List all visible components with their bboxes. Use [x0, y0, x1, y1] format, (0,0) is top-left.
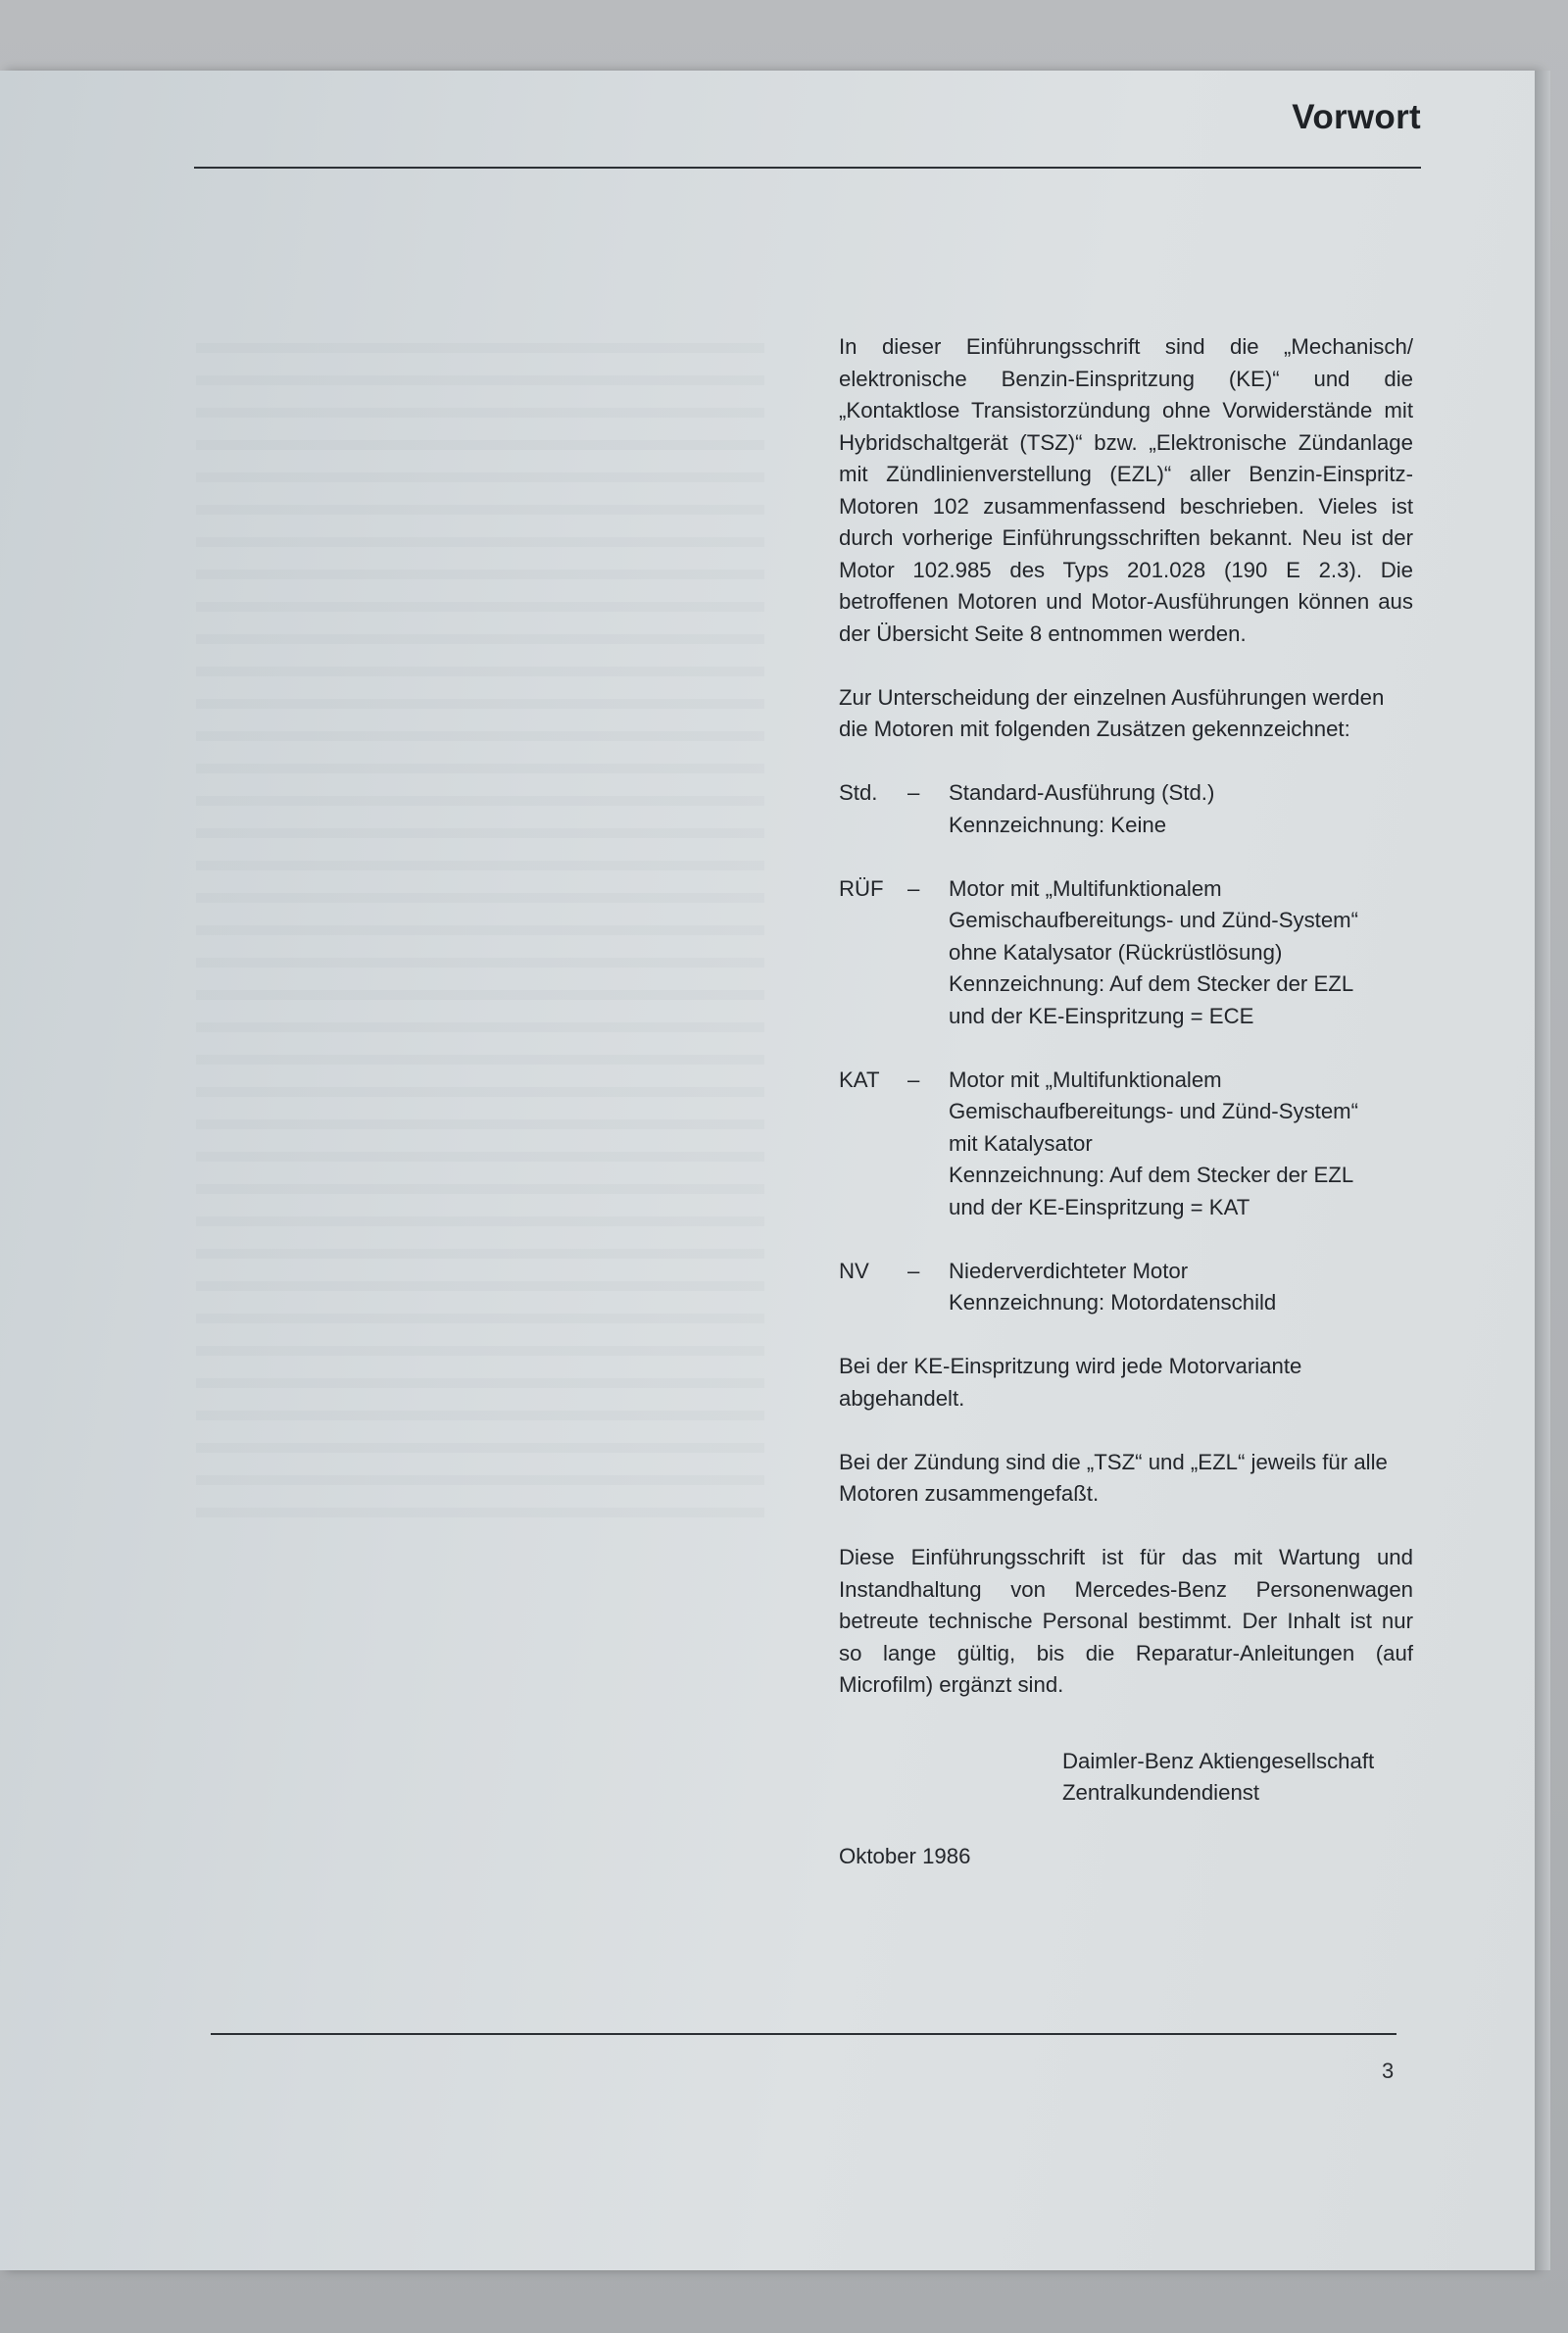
- document-date: Oktober 1986: [839, 1844, 971, 1868]
- variant-line: Gemischaufbereitungs- und Zünd-System“: [949, 908, 1359, 932]
- ke-note-paragraph: Bei der KE-Einspritzung wird jede Motorvariante abgehandelt.: [839, 1354, 1302, 1411]
- intro-paragraph: In dieser Einführungsschrift sind die „Mechanisch/ elektronische Benzin-Einspritzung (KE)“ und die „Kontaktlose Transistorzündung ohne Vorwiderstände mit Hybridschaltgerät (TSZ)“ bzw. „Elektronische Zündanlage mit Zündlinienverstellung (EZL)“ aller Benzin-Einspritz-Motoren 102 zusammenfassend beschrieben. Vieles ist durch vorherige Einführungsschriften bekannt. Neu ist der Motor 102.985 des Typs 201.028 (190 E 2.3). Die betroffenen Motoren und Motor-Ausführungen können aus der Übersicht Seite 8 entnommen werden.: [839, 334, 1413, 646]
- signature-company: Daimler-Benz Aktiengesellschaft: [1062, 1748, 1375, 1773]
- variant-nv: [839, 1256, 1413, 1319]
- variant-ruef: [839, 873, 1413, 1033]
- page-title: Vorwort: [1292, 98, 1421, 136]
- variant-line: Motor mit „Multifunktionalem: [949, 1067, 1222, 1092]
- header-rule: [194, 167, 1421, 169]
- variant-kat: [839, 1065, 1413, 1224]
- variant-line: Kennzeichnung: Auf dem Stecker der EZL: [949, 971, 1354, 996]
- variant-description: [949, 777, 1413, 841]
- variant-code: Std.: [839, 780, 878, 805]
- page-edge: [1535, 71, 1550, 2270]
- variant-line: Motor mit „Multifunktionalem: [949, 875, 1222, 901]
- variant-description: [949, 873, 1413, 1033]
- variant-code: KAT: [839, 1067, 880, 1092]
- variant-dash: –: [907, 1067, 920, 1092]
- variant-dash: –: [907, 875, 920, 901]
- main-text-column: [839, 331, 1413, 1873]
- variant-line: Kennzeichnung: Motordatenschild: [949, 1290, 1277, 1315]
- signature-block: [839, 1746, 1413, 1810]
- variant-line: Kennzeichnung: Auf dem Stecker der EZL: [949, 1163, 1354, 1187]
- variant-line: Standard-Ausführung (Std.): [949, 780, 1215, 805]
- variant-line: Niederverdichteter Motor: [949, 1258, 1189, 1283]
- ignition-note-paragraph: Bei der Zündung sind die „TSZ“ und „EZL“ jeweils für alle Motoren zusammengefaßt.: [839, 1449, 1388, 1506]
- variant-description: [949, 1065, 1413, 1224]
- show-through-shadow: [196, 343, 764, 1519]
- footer-rule: [211, 2033, 1396, 2035]
- audience-paragraph: Diese Einführungsschrift ist für das mit Wartung und Instandhaltung von Mercedes-Benz Personenwagen betreute technische Personal bestimmt. Der Inhalt ist nur so lange gültig, bis die Reparatur-Anleitungen (auf Microfilm) ergänzt sind.: [839, 1545, 1413, 1697]
- variant-line: Gemischaufbereitungs- und Zünd-System“: [949, 1099, 1359, 1123]
- variant-dash: –: [907, 1258, 920, 1283]
- variant-line: und der KE-Einspritzung = KAT: [949, 1194, 1250, 1219]
- variant-line: ohne Katalysator (Rückrüstlösung): [949, 939, 1283, 965]
- page-number: 3: [1382, 2059, 1395, 2083]
- variant-description: [949, 1256, 1413, 1319]
- variant-dash: –: [907, 780, 920, 805]
- distinction-paragraph: Zur Unterscheidung der einzelnen Ausführungen werden die Motoren mit folgenden Zusätzen gekennzeichnet:: [839, 684, 1385, 741]
- variant-line: mit Katalysator: [949, 1130, 1093, 1156]
- variant-code: RÜF: [839, 875, 884, 901]
- variant-line: und der KE-Einspritzung = ECE: [949, 1003, 1254, 1028]
- signature-department: Zentralkundendienst: [1062, 1780, 1260, 1805]
- variant-code: NV: [839, 1258, 869, 1283]
- variant-std: [839, 777, 1413, 841]
- variant-line: Kennzeichnung: Keine: [949, 812, 1167, 837]
